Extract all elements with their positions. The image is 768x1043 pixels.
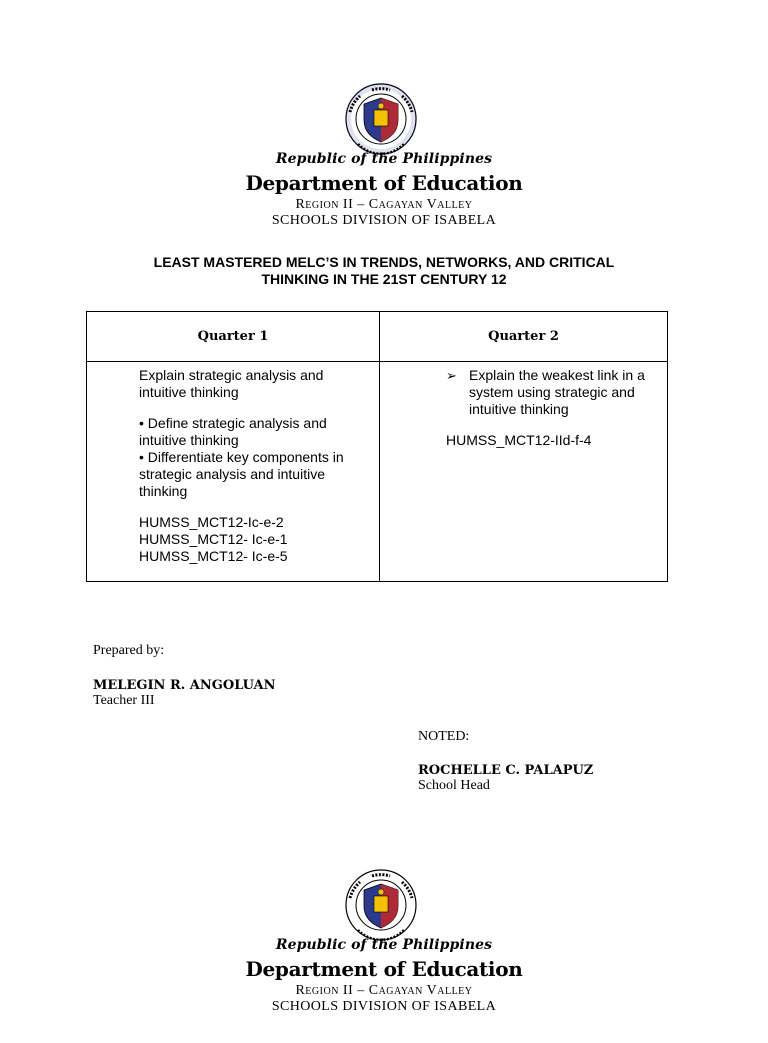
- melc-table: [86, 311, 668, 582]
- title-line-2: THINKING IN THE 21ST CENTURY 12: [261, 271, 507, 287]
- header-quarter-1: Quarter 1: [87, 312, 380, 362]
- region-text: Region II – Cagayan Valley: [295, 197, 473, 212]
- q1-competency: Explain strategic analysis and intuitive thinking: [139, 367, 324, 400]
- prepared-by-block: [93, 643, 276, 709]
- q1-bullet: • Differentiate key components in strategic analysis and intuitive thinking: [139, 449, 344, 499]
- republic-text: Republic of the Philippines: [275, 937, 493, 953]
- arrow-bullet-icon: ➢: [446, 368, 457, 383]
- letterhead-repeat: [0, 868, 768, 1043]
- quarter-1-cell: [87, 362, 380, 582]
- division-text: SCHOOLS DIVISION OF ISABELA: [271, 999, 497, 1014]
- preparer-role: Teacher III: [93, 693, 155, 708]
- preparer-name: MELEGIN R. ANGOLUAN: [93, 678, 276, 693]
- q2-competency: Explain the weakest link in a system using strategic and intuitive thinking: [469, 367, 645, 417]
- q1-code: HUMSS_MCT12- Ic-e-5: [139, 548, 288, 564]
- q1-code: HUMSS_MCT12-Ic-e-2: [139, 514, 284, 530]
- deped-seal-logo: [336, 82, 426, 156]
- department-name: Department of Education: [245, 957, 523, 981]
- division-text: SCHOOLS DIVISION OF ISABELA: [271, 213, 497, 228]
- quarter-2-cell: [380, 362, 668, 582]
- title-line-1: LEAST MASTERED MELC’S IN TRENDS, NETWORKS, AND CRITICAL: [153, 254, 615, 270]
- header-quarter-2: Quarter 2: [380, 312, 668, 362]
- region-text: Region II – Cagayan Valley: [295, 983, 473, 998]
- table-row: [87, 362, 668, 582]
- deped-seal-logo: [336, 868, 426, 942]
- republic-text: Republic of the Philippines: [275, 151, 493, 167]
- q2-list-item: [446, 367, 659, 418]
- noted-block: [418, 729, 593, 794]
- q1-code: HUMSS_MCT12- Ic-e-1: [139, 531, 288, 547]
- department-name: Department of Education: [245, 171, 523, 195]
- q2-code: HUMSS_MCT12-IId-f-4: [446, 432, 592, 448]
- prepared-by-label: Prepared by:: [93, 643, 165, 658]
- q1-bullet: • Define strategic analysis and intuitive thinking: [139, 415, 327, 448]
- letterhead: [0, 82, 768, 257]
- table-header-row: [87, 312, 668, 362]
- noted-label: NOTED:: [418, 729, 470, 744]
- document-title: [0, 254, 768, 288]
- noter-name: ROCHELLE C. PALAPUZ: [418, 763, 594, 778]
- noter-role: School Head: [418, 778, 490, 793]
